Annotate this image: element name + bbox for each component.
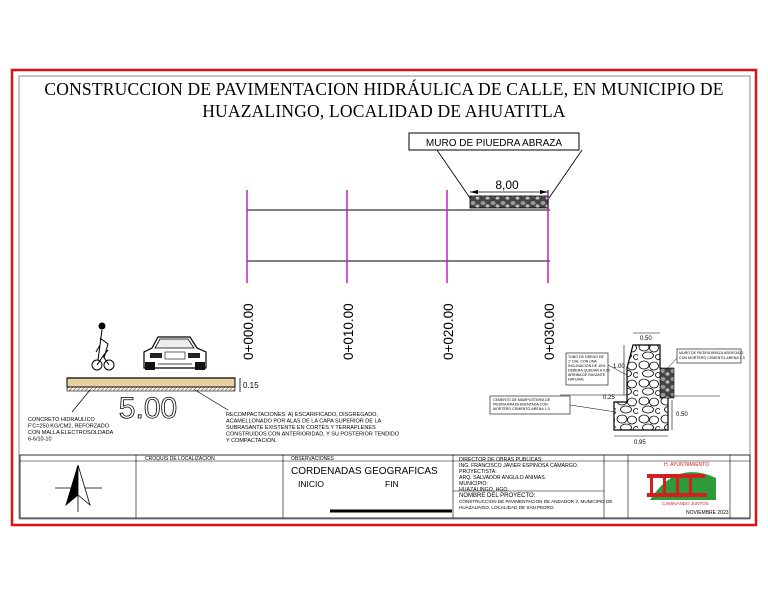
cyclist-figure bbox=[92, 323, 114, 370]
drain-note: TUBO DE DRENO DE 1" DIA. CON UNA INCLINACION DE 10% DEBERA QUEDAR A 0.50 ARRIBA DE RASANTE NATURAL bbox=[568, 355, 610, 382]
station-label: 0+020.00 bbox=[441, 303, 456, 360]
observaciones-label: OBSERVACIONES bbox=[291, 456, 334, 462]
coords-fin: FIN bbox=[385, 479, 399, 489]
caminando-label: CAMINANDO JUNTOS bbox=[662, 501, 709, 506]
concrete-note: CONCRETO HIDRAULICO F'C=250 KG/CM2, REFORZADO CON MALLA ELECTROSOLDADA 6-6/10-10 bbox=[28, 417, 113, 443]
plan-view bbox=[241, 133, 582, 360]
sheet-inner-border bbox=[19, 76, 750, 519]
station-label: 0+000.00 bbox=[241, 303, 256, 360]
concrete-slab bbox=[67, 378, 235, 387]
ayuntamiento-logo bbox=[647, 472, 716, 500]
dim-bottom: 0.95 bbox=[634, 440, 646, 446]
north-arrow bbox=[55, 465, 102, 512]
title-line-2: HUAZALINGO, LOCALIDAD DE AHUATITLA bbox=[202, 101, 566, 121]
compaction-note: RECOMPACTACIONES: A) ESCARIFICADO, DISGREGADO, ACAMELLONADO POR ALAS DE LA CAPA SUPERIOR DE LA SUBRASANTE EXISTENTE EN CORTES Y TERRAPLENES CONSTRUIDOS CON ANTERIORIDAD, Y SU POSTERIOR TENDIDO Y COMPACTACION. bbox=[226, 412, 399, 444]
masonry-note: CEMENTO DE MAMPOSTERIA DE PIEDRA BRAZA ASENTADA CON MORTERO CEMENTO-ARENA 1:3 bbox=[493, 398, 551, 411]
dim-025: 0.25 bbox=[603, 395, 615, 401]
dark-stone-fill bbox=[660, 368, 674, 398]
project-label: NOMBRE DEL PROYECTO: bbox=[459, 493, 536, 499]
sheet-border bbox=[12, 70, 756, 525]
wall-label: MURO DE PIUEDRA ABRAZA bbox=[425, 138, 563, 149]
coords-title: CORDENADAS GEOGRAFICAS bbox=[291, 466, 438, 477]
section-width-label: 5.00 bbox=[118, 392, 178, 425]
dim-height: 1.00 bbox=[613, 364, 625, 370]
wall-dimension: 8,00 bbox=[495, 178, 519, 192]
wall-note: MURO DE PIEDRA BRAZA ASENTADO CON MORTERO CEMENTO-ARENA 1:3 bbox=[679, 351, 745, 360]
wall-detail bbox=[490, 333, 745, 446]
project-name: CONSTRUCCION DE PAVIMENTACION DE ANDADOR 2, MUNICIPIO DE HUAZALINGO, LOCALIDAD DE SAN PEDRO. bbox=[459, 499, 613, 510]
croquis-label: CROQUIS DE LOCALIZACION bbox=[145, 456, 215, 462]
coords-inicio: INICIO bbox=[298, 479, 324, 489]
car-figure bbox=[144, 337, 206, 370]
date-label: NOVIEMBRE 2023 bbox=[686, 510, 729, 516]
ayuntamiento-label: H. AYUNTAMIENTO bbox=[664, 462, 710, 468]
station-label: 0+010.00 bbox=[341, 303, 356, 360]
dim-top: 0.50 bbox=[640, 336, 652, 342]
dim-050: 0.50 bbox=[676, 412, 688, 418]
thickness-label: 0.15 bbox=[243, 381, 259, 390]
stone-wall-plan bbox=[470, 196, 548, 208]
credits-block: DIRECTOR DE OBRAS PUBLICAS: ING. FRANCISCO JAVIER ESPINOSA CAMARGO. PROYECTISTA: ARQ. SALVADOR ANGULO ANIMAS. MUNICIPIO: HUAZALINGO, HGO. bbox=[459, 457, 579, 493]
subgrade bbox=[67, 387, 235, 391]
station-label: 0+030.00 bbox=[542, 303, 557, 360]
title-line-1: CONSTRUCCION DE PAVIMENTACION HIDRÁULICA DE CALLE, EN MUNICIPIO DE bbox=[44, 79, 724, 99]
